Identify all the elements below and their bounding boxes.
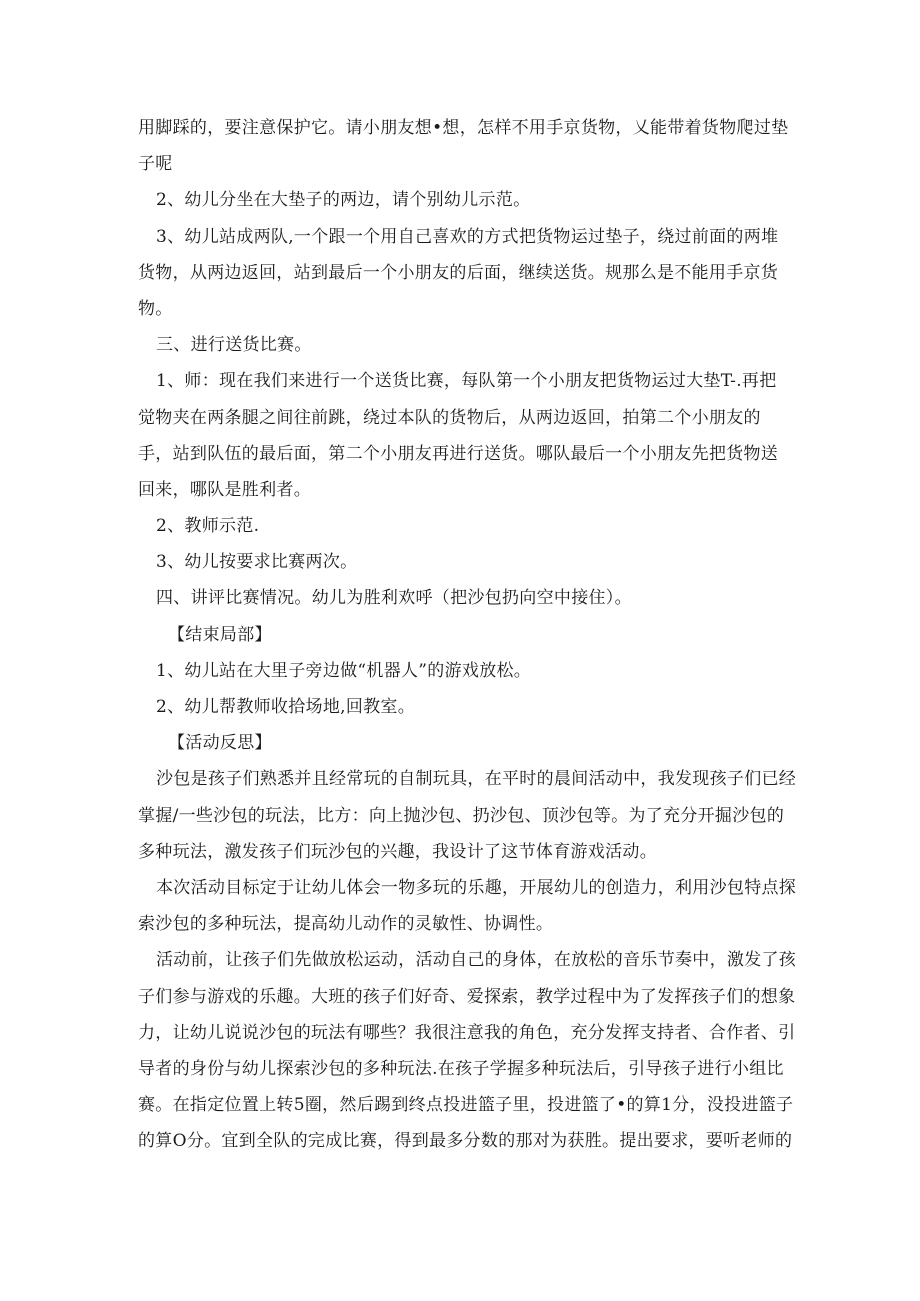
text-line: 多种玩法，激发孩子们玩沙包的兴趣，我设计了这节体育游戏活动。: [138, 841, 657, 862]
text-line: 回来，哪队是胜利者。: [138, 479, 311, 500]
text-line: 导者的身份与幼儿探索沙包的多种玩法.在孩子学握多种玩法后，引导孩子进行小组比: [138, 1058, 784, 1079]
text-line: 物。: [138, 298, 173, 319]
section-heading: 【结束局部】: [168, 624, 272, 645]
text-line: 掌握/一些沙包的玩法，比方：向上抛沙包、扔沙包、顶沙包等。为了充分开掘沙包的: [138, 805, 785, 826]
text-line: 力，让幼儿说说沙包的玩法有哪些？我很注意我的角色，充分发挥支持者、合作者、引: [138, 1022, 796, 1043]
text-line: 觉物夹在两条腿之间往前跳，绕过本队的货物后，从两边返回，拍第二个小朋友的: [138, 407, 761, 428]
text-line: 2、教师示范.: [156, 516, 260, 537]
text-line: 本次活动目标定于让幼儿体会一物多玩的乐趣，开展幼儿的创造力，利用沙包特点探: [156, 877, 797, 898]
text-line: 赛。在指定位置上转5圈，然后踢到终点投进篮子里，投进篮了•的算1分，没投进篮子: [138, 1095, 794, 1116]
section-heading: 四、讲评比赛情况。幼儿为胜利欢呼（把沙包扔向空中接住）。: [156, 588, 632, 609]
text-line: 子呢: [138, 154, 173, 175]
text-line: 1、幼儿站在大里子旁边做“机器人”的游戏放松。: [156, 660, 532, 681]
section-heading: 三、进行送货比赛。: [156, 335, 312, 356]
text-line: 2、幼儿分坐在大垫子的两边，请个别幼儿示范。: [156, 190, 531, 211]
text-line: 的算O分。宜到全队的完成比赛，得到最多分数的那对为获胜。提出要求，要听老师的: [138, 1131, 793, 1152]
text-line: 索沙包的多种玩法，提高幼儿动作的灵敏性、协调性。: [138, 914, 554, 935]
text-line: 沙包是孩子们熟悉并且经常玩的自制玩具，在平时的晨间活动中，我发现孩子们已经: [156, 769, 797, 790]
document-body: [138, 110, 797, 1159]
text-line: 3、幼儿按要求比赛两次。: [156, 552, 358, 573]
text-line: 货物，从两边返回，站到最后一个小朋友的后面，继续送货。规那么是不能用手京货: [138, 262, 779, 283]
text-line: 活动前，让孩子们先做放松运动，活动自己的身体，在放松的音乐节奏中，激发了孩: [156, 950, 797, 971]
section-heading: 【活动反思】: [168, 733, 272, 754]
text-line: 手，站到队伍的最后面，第二个小朋友再进行送货。哪队最后一个小朋友先把货物送: [138, 443, 779, 464]
text-line: 2、幼儿帮教师收拾场地,回教室。: [156, 697, 416, 717]
text-line: 子们参与游戏的乐趣。大班的孩子们好奇、爱探索，教学过程中为了发挥孩子们的想象: [138, 986, 796, 1007]
text-line: 用脚踩的，要注意保护它。请小朋友想•想，怎样不用手京货物，乂能带着货物爬过垫: [138, 118, 789, 138]
text-line: 3、幼儿站成两队,一个跟一个用自己喜欢的方式把货物运过垫子，绕过前面的两堆: [156, 226, 779, 247]
text-line: 1、师：现在我们来进行一个送货比赛，每队第一个小朋友把货物运过大垫T-.再把: [156, 371, 777, 392]
